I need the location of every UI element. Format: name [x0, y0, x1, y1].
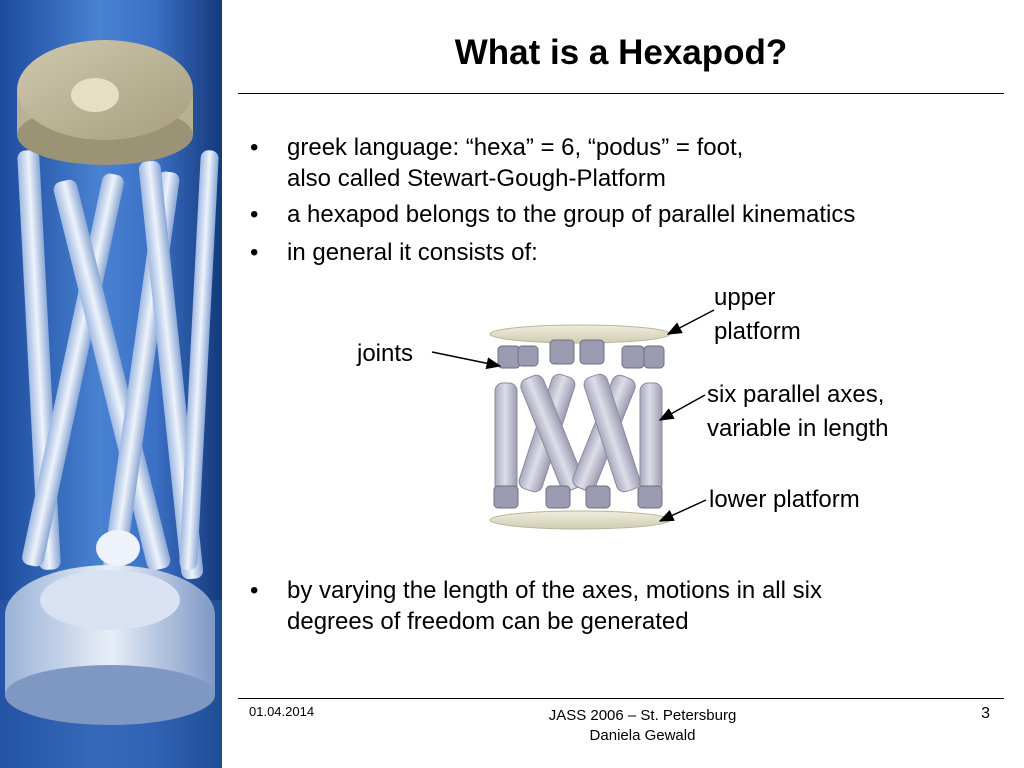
- hexapod-top-platform: [17, 40, 193, 165]
- upper-joints: [498, 340, 664, 368]
- title-divider: [238, 93, 1004, 94]
- label-axes-line2: variable in length: [707, 415, 889, 442]
- upper-platform-shape: [490, 325, 670, 343]
- joints-arrow: [432, 352, 500, 366]
- label-joints: joints: [357, 340, 414, 367]
- footer-date: 01.04.2014: [249, 704, 315, 719]
- label-lower-platform: lower platform: [709, 486, 860, 513]
- bullet-text-line: a hexapod belongs to the group of parallel kinematics: [287, 201, 856, 228]
- hexapod-diagram: [330, 278, 950, 548]
- label-axes-line1: six parallel axes,: [707, 381, 885, 408]
- axes-arrow: [660, 395, 705, 420]
- label-upper-platform-line1: upper: [714, 284, 776, 311]
- bullet-text-line: in general it consists of:: [287, 239, 538, 266]
- footer-event: JASS 2006 – St. Petersburg: [548, 707, 737, 724]
- bullet-marker: •: [250, 201, 259, 228]
- bullet-marker: •: [250, 239, 259, 266]
- lower-joints: [494, 486, 662, 508]
- bullet-text-line: by varying the length of the axes, motions in all six: [287, 577, 822, 604]
- bullet-marker: •: [250, 134, 259, 161]
- upper-platform-arrow: [668, 310, 714, 334]
- lower-platform-shape: [490, 511, 670, 529]
- footer-author: Daniela Gewald: [589, 727, 696, 744]
- bullet-marker: •: [250, 577, 259, 604]
- slide-title: What is a Hexapod?: [454, 33, 788, 72]
- lower-platform-arrow: [660, 500, 706, 521]
- bullet-text-line: greek language: “hexa” = 6, “podus” = foot,: [287, 134, 744, 161]
- page-number: 3: [981, 705, 990, 722]
- footer-divider: [238, 698, 1004, 699]
- six-axes: [495, 372, 662, 494]
- bullet-text-line: also called Stewart-Gough-Platform: [287, 165, 666, 192]
- hexapod-photo: [0, 0, 222, 768]
- label-upper-platform-line2: platform: [714, 318, 801, 345]
- bullet-text-line: degrees of freedom can be generated: [287, 608, 689, 635]
- footer-center: [500, 706, 785, 746]
